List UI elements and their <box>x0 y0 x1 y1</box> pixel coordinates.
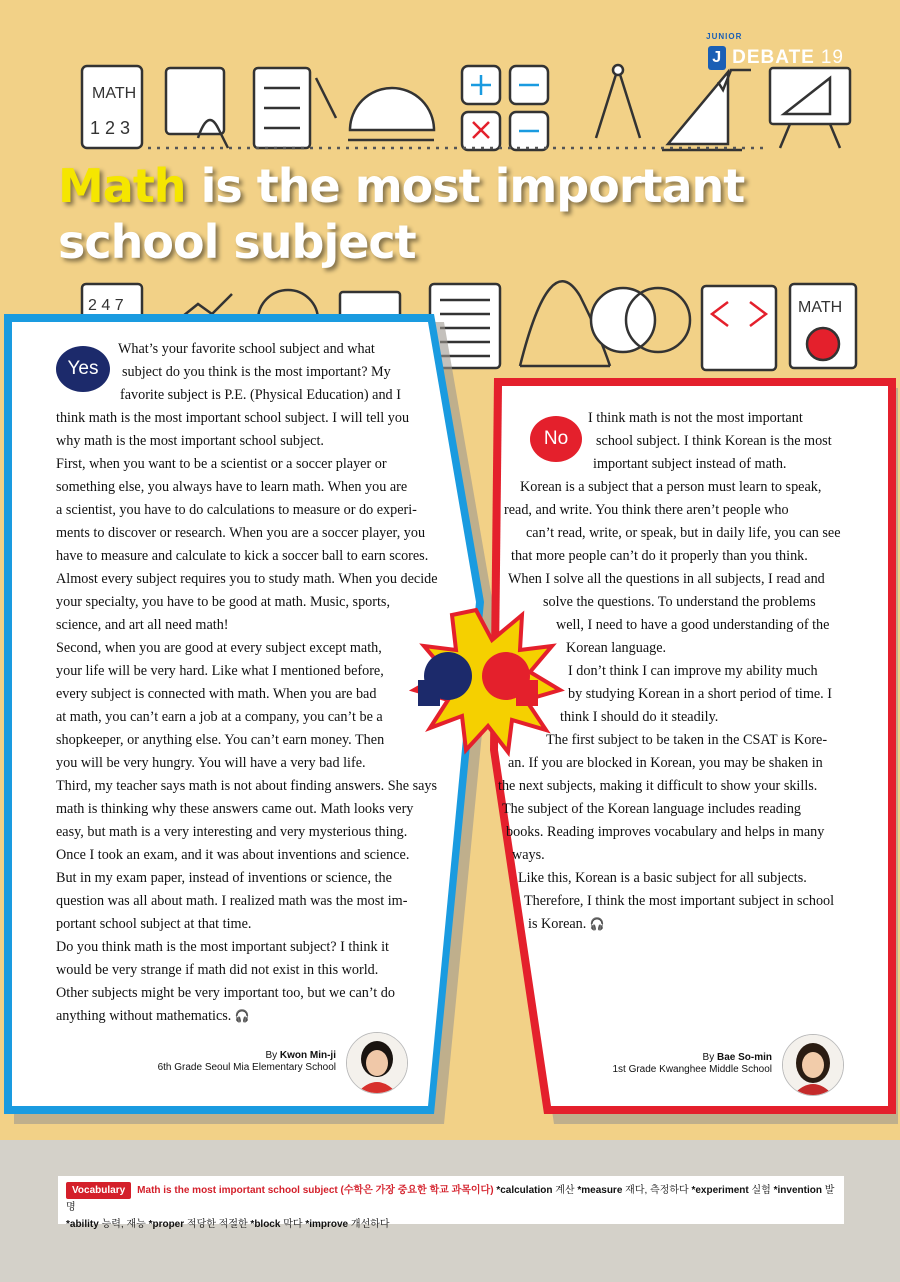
yes-line: portant school subject at that time. <box>56 916 252 932</box>
vocab-word: *calculation <box>496 1185 553 1196</box>
avatar-photo <box>347 1033 407 1093</box>
vocabulary-box <box>58 1176 844 1230</box>
no-line: books. Reading improves vocabulary and helps in many <box>506 824 825 840</box>
yes-line: Once I took an exam, and it was about inventions and science. <box>56 847 410 863</box>
no-line: I don’t think I can improve my ability much <box>568 663 818 679</box>
vocab-meaning: 능력, 재능 <box>98 1219 149 1230</box>
vocab-word: *measure <box>577 1185 623 1196</box>
no-line-text: is Korean. <box>528 916 587 932</box>
vocab-meaning: 개선하다 <box>348 1219 390 1230</box>
vocabulary-heading: Math is the most important school subject (수학은 가장 중요한 학교 과목이다) <box>137 1185 494 1196</box>
yes-line: easy, but math is a very interesting and very mysterious thing. <box>56 824 408 840</box>
yes-line: Third, my teacher says math is not about finding answers. She says <box>56 778 438 794</box>
svg-text:MATH: MATH <box>798 299 843 316</box>
vocabulary-line-2 <box>66 1216 836 1233</box>
vocab-word: *improve <box>305 1219 349 1230</box>
no-line: Therefore, I think the most important subject in school <box>524 893 835 909</box>
by-prefix: By <box>265 1050 280 1061</box>
junior-letter: J <box>708 46 726 70</box>
yes-line: Second, when you are good at every subject except math, <box>56 640 382 656</box>
no-line: Korean language. <box>566 640 667 656</box>
no-line: an. If you are blocked in Korean, you may be shaken in <box>508 755 823 771</box>
vocab-meaning: 재다, 측정하다 <box>622 1185 692 1196</box>
audio-icon[interactable]: 🎧 <box>234 1009 250 1023</box>
yes-author: Kwon Min-ji <box>279 1050 336 1061</box>
yes-line: But in my exam paper, instead of inventions or science, the <box>56 870 392 886</box>
vocab-word: *ability <box>66 1219 99 1230</box>
no-line: by studying Korean in a short period of time. I <box>568 686 832 702</box>
no-author-avatar <box>782 1034 844 1096</box>
section-name: DEBATE <box>732 47 815 68</box>
yes-line-text: anything without mathematics. <box>56 1008 232 1024</box>
no-line: important subject instead of math. <box>593 456 787 472</box>
no-argument <box>498 407 868 936</box>
yes-line: something else, you always have to learn math. When you are <box>56 479 408 495</box>
yes-line: every subject is connected with math. When you are bad <box>56 686 377 702</box>
yes-line: your specialty, you have to be good at math. Music, sports, <box>56 594 391 610</box>
yes-author-avatar <box>346 1032 408 1094</box>
no-line: that more people can’t do it properly than you think. <box>511 548 808 564</box>
vocab-word: *invention <box>773 1185 822 1196</box>
no-line: read, and write. You think there aren’t people who <box>504 502 789 518</box>
svg-text:2 4 7: 2 4 7 <box>88 297 124 314</box>
vocab-meaning: 실험 <box>748 1185 774 1196</box>
yes-line: Do you think math is the most important subject? I think it <box>56 939 389 955</box>
yes-line: First, when you want to be a scientist or a soccer player or <box>56 456 387 472</box>
no-school: 1st Grade Kwanghee Middle School <box>612 1064 772 1075</box>
yes-line: a scientist, you have to do calculations to measure or do experi- <box>56 502 417 518</box>
yes-line: Almost every subject requires you to study math. When you decide <box>56 571 438 587</box>
yes-line: favorite subject is P.E. (Physical Education) and I <box>120 387 401 403</box>
yes-line: would be very strange if math did not exist in this world. <box>56 962 379 978</box>
no-line: well, I need to have a good understanding of the <box>556 617 830 633</box>
by-prefix: By <box>702 1052 717 1063</box>
audio-icon[interactable]: 🎧 <box>589 917 605 931</box>
vocabulary-tag: Vocabulary <box>66 1182 131 1199</box>
no-line: When I solve all the questions in all subjects, I read and <box>508 571 825 587</box>
vocab-meaning: 발명 <box>66 1185 835 1213</box>
no-line: solve the questions. To understand the problems <box>543 594 816 610</box>
yes-line: Other subjects might be very important too, but we can’t do <box>56 985 395 1001</box>
no-line: the next subjects, making it difficult to show your skills. <box>498 778 818 794</box>
avatar-photo <box>783 1035 843 1095</box>
no-line: Korean is a subject that a person must learn to speak, <box>520 479 822 495</box>
no-line: school subject. I think Korean is the most <box>596 433 832 449</box>
yes-line: What’s your favorite school subject and what <box>118 341 375 357</box>
vocabulary-line-1 <box>66 1182 836 1216</box>
yes-line: science, and art all need math! <box>56 617 229 633</box>
no-line: can’t read, write, or speak, but in daily life, you can see <box>526 525 841 541</box>
vocab-word: *experiment <box>691 1185 749 1196</box>
no-line: Like this, Korean is a basic subject for all subjects. <box>518 870 807 886</box>
vocab-meaning: 계산 <box>552 1185 578 1196</box>
yes-line: why math is the most important school subject. <box>56 433 324 449</box>
yes-line: math is thinking why these answers came out. Math looks very <box>56 801 414 817</box>
no-line: ways. <box>512 847 545 863</box>
vocab-word: *block <box>250 1219 281 1230</box>
no-badge: No <box>530 416 582 462</box>
yes-line: shopkeeper, or anything else. You can’t earn money. Then <box>56 732 385 748</box>
title-line1: is the most important <box>185 159 745 213</box>
yes-line: at math, you can’t earn a job at a company, you can’t be a <box>56 709 383 725</box>
no-line: The subject of the Korean language includes reading <box>502 801 802 817</box>
yes-argument <box>56 338 456 1028</box>
page-number: 19 <box>820 47 844 68</box>
no-byline <box>590 1052 772 1076</box>
no-author: Bae So-min <box>716 1052 772 1063</box>
yes-school: 6th Grade Seoul Mia Elementary School <box>157 1062 336 1073</box>
title-highlight: Math <box>58 159 186 213</box>
yes-line <box>56 1005 456 1028</box>
yes-line: subject do you think is the most important? My <box>122 364 391 380</box>
title-line2: school subject <box>58 215 416 269</box>
vocab-meaning: 적당한 적절한 <box>184 1219 251 1230</box>
svg-text:MATH: MATH <box>92 85 137 102</box>
yes-line: your life will be very hard. Like what I mentioned before, <box>56 663 384 679</box>
yes-line: have to measure and calculate to kick a soccer ball to earn scores. <box>56 548 429 564</box>
vocab-meaning: 막다 <box>280 1219 306 1230</box>
yes-byline <box>150 1050 336 1074</box>
vocab-word: *proper <box>148 1219 185 1230</box>
yes-badge: Yes <box>56 346 110 392</box>
yes-line: think math is the most important school subject. I will tell you <box>56 410 410 426</box>
yes-line: question was all about math. I realized math was the most im- <box>56 893 408 909</box>
yes-line: you will be very hungry. You will have a very bad life. <box>56 755 366 771</box>
junior-label: JUNIOR <box>706 32 743 41</box>
no-line <box>498 913 868 936</box>
svg-text:1 2 3: 1 2 3 <box>90 118 131 138</box>
yes-line: ments to discover or research. When you are a soccer player, you <box>56 525 426 541</box>
no-line: I think math is not the most important <box>588 410 803 426</box>
no-line: think I should do it steadily. <box>560 709 719 725</box>
no-line: The first subject to be taken in the CSAT is Kore- <box>546 732 828 748</box>
